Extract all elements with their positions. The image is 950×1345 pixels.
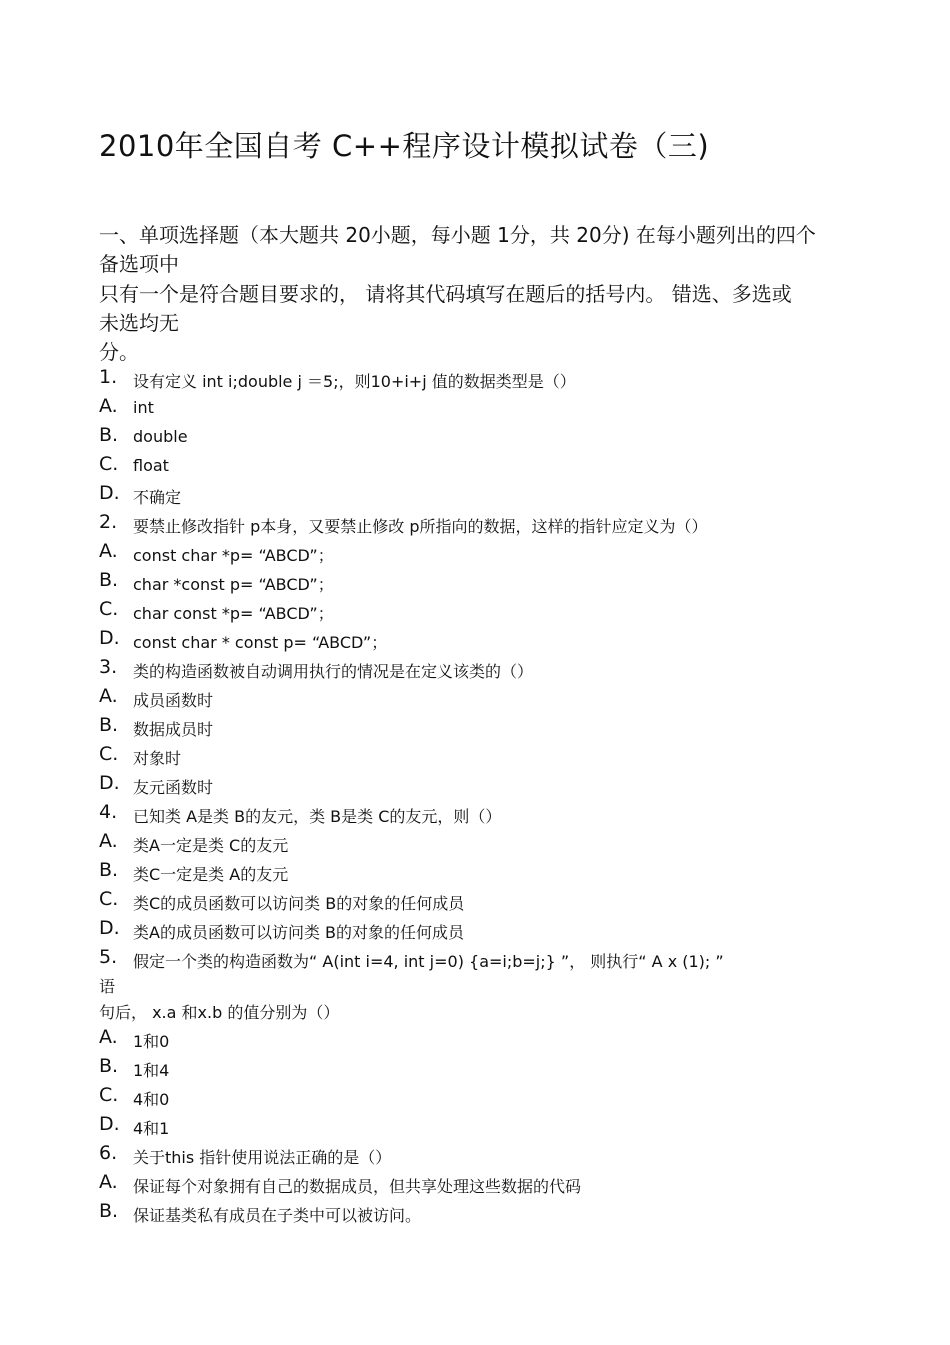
option-text: 友元函数时 <box>133 778 214 797</box>
question-stem: 已知类 A是类 B的友元，类 B是类 C的友元，则（） <box>133 807 502 826</box>
option-text: 类C一定是类 A的友元 <box>133 865 289 884</box>
option-letter: D. <box>99 482 120 504</box>
option-letter: A. <box>99 540 118 562</box>
option-text: 类A的成员函数可以访问类 B的对象的任何成员 <box>133 923 465 942</box>
option-letter: B. <box>99 1055 119 1077</box>
option-text: float <box>133 456 169 475</box>
option-letter: A. <box>99 395 118 417</box>
option-text: 4和0 <box>133 1090 170 1109</box>
question-stem: 关于this 指针使用说法正确的是（） <box>133 1148 392 1167</box>
question-stem: 要禁止修改指针 p本身，又要禁止修改 p所指向的数据，这样的指针应定义为（） <box>133 517 708 536</box>
option-text: 成员函数时 <box>133 691 214 710</box>
question-number: 5. <box>99 946 118 968</box>
option-letter: A. <box>99 1026 118 1048</box>
option-letter: B. <box>99 859 119 881</box>
question-stem-continued: 句后， x.a 和x.b 的值分别为（） <box>99 1003 340 1022</box>
option-text: char *const p= “ABCD”； <box>133 575 334 594</box>
option-letter: C. <box>99 598 119 620</box>
option-letter: C. <box>99 888 119 910</box>
option-text: 数据成员时 <box>133 720 214 739</box>
option-text: 4和1 <box>133 1119 170 1138</box>
option-letter: D. <box>99 917 120 939</box>
option-letter: D. <box>99 772 120 794</box>
option-text: 类A一定是类 C的友元 <box>133 836 289 855</box>
question-number: 6. <box>99 1142 118 1164</box>
option-text: 不确定 <box>133 488 182 507</box>
option-text: int <box>133 398 154 417</box>
section-intro-line: 只有一个是符合题目要求的， 请将其代码填写在题后的括号内。 错选、多选或 <box>99 282 792 306</box>
option-letter: D. <box>99 1113 120 1135</box>
option-text: 保证基类私有成员在子类中可以被访问。 <box>133 1206 422 1225</box>
option-text: const char * const p= “ABCD”； <box>133 633 388 652</box>
option-letter: A. <box>99 685 118 707</box>
option-text: const char *p= “ABCD”； <box>133 546 334 565</box>
question-stem: 类的构造函数被自动调用执行的情况是在定义该类的（） <box>133 662 534 681</box>
option-letter: B. <box>99 714 119 736</box>
option-letter: D. <box>99 627 120 649</box>
question-stem: 设有定义 int i;double j ＝5;，则10+i+j 值的数据类型是（） <box>133 372 576 391</box>
option-text: 1和0 <box>133 1032 170 1051</box>
question-stem-continued: 语 <box>99 977 116 996</box>
section-intro-line: 一、单项选择题（本大题共 20小题，每小题 1分，共 20分) 在每小题列出的四个 <box>99 223 816 247</box>
question-stem: 假定一个类的构造函数为“ A(int i=4, int j=0) {a=i;b=j;} ”， 则执行“ A x (1); ” <box>133 952 724 971</box>
option-letter: C. <box>99 1084 119 1106</box>
option-letter: A. <box>99 1171 118 1193</box>
section-intro-line: 未选均无 <box>99 311 179 335</box>
question-number: 2. <box>99 511 118 533</box>
option-letter: C. <box>99 743 119 765</box>
section-intro-line: 备选项中 <box>99 252 179 276</box>
option-text: 对象时 <box>133 749 182 768</box>
question-number: 1. <box>99 366 118 388</box>
option-text: 1和4 <box>133 1061 170 1080</box>
option-text: 类C的成员函数可以访问类 B的对象的任何成员 <box>133 894 465 913</box>
section-intro-line: 分。 <box>99 340 139 364</box>
option-letter: B. <box>99 424 119 446</box>
option-letter: C. <box>99 453 119 475</box>
option-letter: A. <box>99 830 118 852</box>
option-text: char const *p= “ABCD”； <box>133 604 334 623</box>
document-title: 2010年全国自考 C++程序设计模拟试卷（三) <box>99 129 710 163</box>
option-letter: B. <box>99 569 119 591</box>
option-letter: B. <box>99 1200 119 1222</box>
question-number: 3. <box>99 656 118 678</box>
option-text: 保证每个对象拥有自己的数据成员，但共享处理这些数据的代码 <box>133 1177 582 1196</box>
option-text: double <box>133 427 188 446</box>
question-number: 4. <box>99 801 118 823</box>
